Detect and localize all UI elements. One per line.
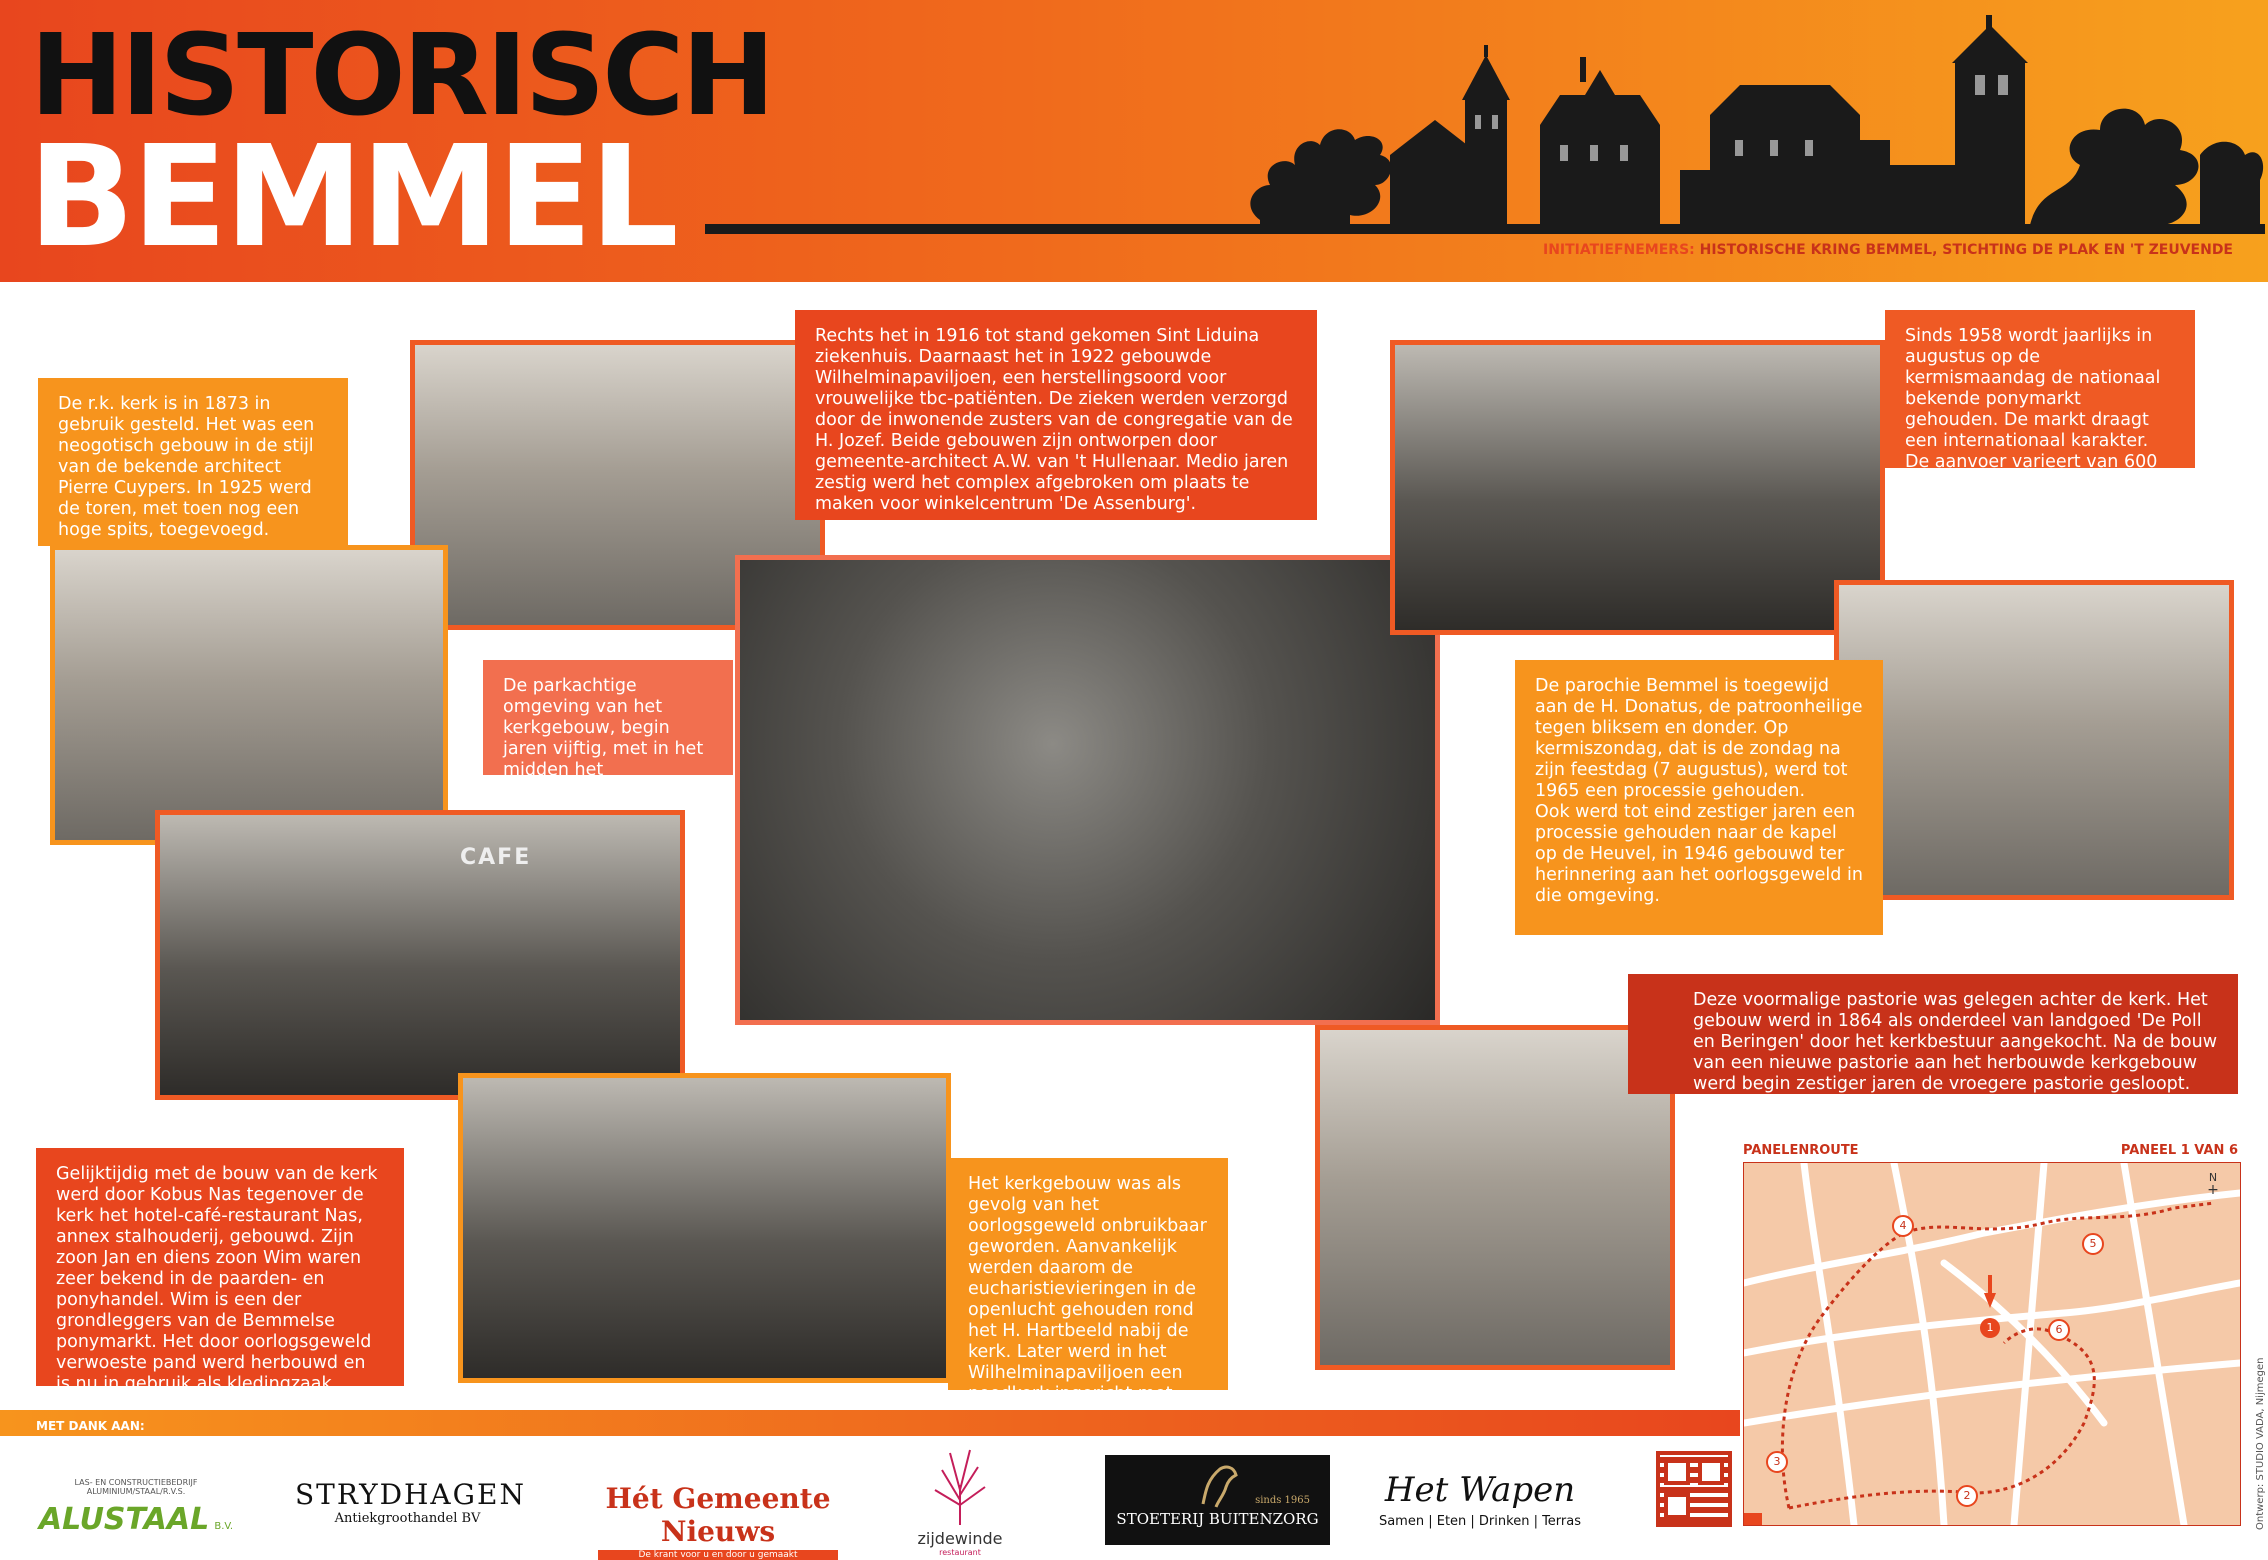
compass-icon: N +	[2200, 1171, 2226, 1201]
text-parish: De parochie Bemmel is toegewijd aan de H. Donatus, de patroonheilige tegen bliksem en donder. Op kermiszondag, dat is de zondag na zijn feestdag (7 augustus), werd tot 1965 een processie gehouden. Ook werd tot eind zestiger jaren een processie gehouden naar de kapel op de Heuvel, in 1946 gebouwd ter herinnering aan het oorlogsgeweld in die omgeving.	[1515, 660, 1883, 935]
header-rule	[705, 224, 2265, 234]
photo-damaged-church	[458, 1073, 951, 1383]
cafe-sign: CAFE	[460, 845, 532, 870]
route-stop-6[interactable]: 6	[2048, 1319, 2070, 1341]
wapen-name: Het Wapen	[1384, 1470, 1576, 1510]
text-rectory: Deze voormalige pastorie was gelegen achter de kerk. Het gebouw werd in 1864 als onderdeel van landgoed 'De Poll en Beringen' door het kerkbestuur aangekocht. Na de bouw van een nieuwe pastorie aan het herbouwde kerkgebouw werd begin zestiger jaren de vroegere pastorie gesloopt.	[1628, 974, 2238, 1094]
alustaal-name: ALUSTAAL	[38, 1502, 210, 1537]
route-map[interactable]	[1743, 1162, 2241, 1526]
text-war: Het kerkgebouw was als gevolg van het oorlogsgeweld onbruikbaar geworden. Aanvankelijk werden daarom de eucharistievieringen in de openlucht gehouden rond het H. Hartbeeld nabij de kerk. Later werd in het Wilhelminapaviljoen een noodkerk ingericht met	[948, 1158, 1228, 1390]
photo-aerial-church	[735, 555, 1440, 1025]
text-church: De r.k. kerk is in 1873 in gebruik gesteld. Het was een neogotisch gebouw in de stijl van de bekende architect Pierre Cuypers. In 1925 werd de toren, met toen nog een hoge spits, toegevoegd.	[38, 378, 348, 546]
footer-band	[0, 1410, 1740, 1436]
title-line-1: HISTORISCH	[30, 11, 773, 141]
qr-finder-bl	[1664, 1493, 1690, 1519]
alustaal-suffix: B.V.	[214, 1521, 234, 1532]
alustaal-tag: LAS- EN CONSTRUCTIEBEDRIJF ALUMINIUM/STAAL/R.V.S.	[74, 1478, 198, 1496]
panel-label: PANEEL 1 VAN 6	[2120, 1143, 2238, 1158]
route-stop-1[interactable]: 1	[1980, 1318, 2000, 1338]
route-label: PANELENROUTE	[1743, 1143, 1859, 1158]
title-line-2: BEMMEL	[28, 116, 676, 279]
route-stop-2[interactable]: 2	[1956, 1485, 1978, 1507]
wapen-sub: Samen | Eten | Drinken | Terras	[1378, 1514, 1582, 1529]
map-corner-marker	[1744, 1513, 1762, 1525]
initiators-line	[1543, 242, 2233, 258]
text-hotel: Gelijktijdig met de bouw van de kerk werd door Kobus Nas tegenover de kerk het hotel-café-restaurant Nas, annex stalhouderij, gebouwd. Zijn zoon Jan en diens zoon Wim waren zeer bekend in de paarden- en ponyhandel. Wim is een der grondleggers van de Bemmelse ponymarkt. Het door oorlogsgeweld verwoeste pand werd herbouwd en is nu in gebruik als kledingzaak.	[36, 1148, 404, 1386]
stoeterij-since: sinds 1965	[1255, 1495, 1310, 1506]
horse-head-icon	[1188, 1459, 1248, 1509]
gemeente-name: Hét Gemeente Nieuws	[605, 1482, 831, 1548]
photo-ponymarket	[1390, 340, 1885, 635]
photo-rectory	[1315, 1025, 1675, 1370]
route-stop-5[interactable]: 5	[2082, 1233, 2104, 1255]
initiators-label: INITIATIEFNEMERS:	[1542, 242, 1695, 258]
stoeterij-name: STOETERIJ BUITENZORG	[1116, 1510, 1319, 1528]
gemeente-sub: De krant voor u en door u gemaakt	[598, 1550, 838, 1560]
route-stop-4[interactable]: 4	[1892, 1215, 1914, 1237]
route-map-drawing	[1744, 1163, 2240, 1525]
zijdewinde-tree-icon	[930, 1445, 990, 1525]
strydhagen-sub: Antiekgroothandel BV	[334, 1511, 481, 1526]
photo-procession	[1834, 580, 2234, 900]
logo-stoeterij	[1105, 1455, 1330, 1545]
photo-church-street	[50, 545, 448, 845]
text-ponymarket: Sinds 1958 wordt jaarlijks in augustus op de kermismaandag de nationaal bekende ponymarkt gehouden. De markt draagt een internationaal karakter. De aanvoer varieert van 600 tot 1000 dieren.	[1885, 310, 2195, 468]
qr-finder-tr	[1698, 1459, 1724, 1485]
route-stop-3[interactable]: 3	[1766, 1451, 1788, 1473]
text-hospital: Rechts het in 1916 tot stand gekomen Sint Liduina ziekenhuis. Daarnaast het in 1922 gebouwde Wilhelminapaviljoen, een herstellingsoord voor vrouwelijke tbc-patiënten. De zieken werden verzorgd door de inwonende zusters van de congregatie van de H. Jozef. Beide gebouwen zijn ontworpen door gemeente-architect A.W. van 't Hullenaar. Medio jaren zestig werd het complex afgebroken om plaats te maken voor winkelcentrum 'De Assenburg'.	[795, 310, 1317, 520]
skyline-silhouette	[1240, 15, 2268, 230]
logo-alustaal	[36, 1478, 236, 1537]
logo-zijdewinde	[905, 1445, 1015, 1557]
initiators-text: HISTORISCHE KRING BEMMEL, STICHTING DE PLAK EN 'T ZEUVENDE	[1699, 242, 2233, 258]
qr-finder-tl	[1664, 1459, 1690, 1485]
logo-gemeente-nieuws	[578, 1482, 858, 1560]
photo-cafe-nas	[155, 810, 685, 1100]
logo-het-wapen	[1370, 1470, 1590, 1529]
thanks-label: MET DANK AAN:	[36, 1419, 145, 1433]
qr-code[interactable]	[1660, 1455, 1728, 1523]
text-park: De parkachtige omgeving van het kerkgebouw, begin jaren vijftig, met in het midden het H.Hartbeeld.	[483, 660, 733, 775]
zijdewinde-name: zijdewinde	[917, 1529, 1003, 1548]
logo-strydhagen	[295, 1478, 526, 1526]
strydhagen-name: STRYDHAGEN	[295, 1478, 526, 1511]
design-credit: Ontwerp: STUDIO VADA, Nijmegen	[2255, 1357, 2266, 1530]
compass-north: N	[2208, 1171, 2218, 1184]
zijdewinde-sub: restaurant	[939, 1548, 981, 1557]
